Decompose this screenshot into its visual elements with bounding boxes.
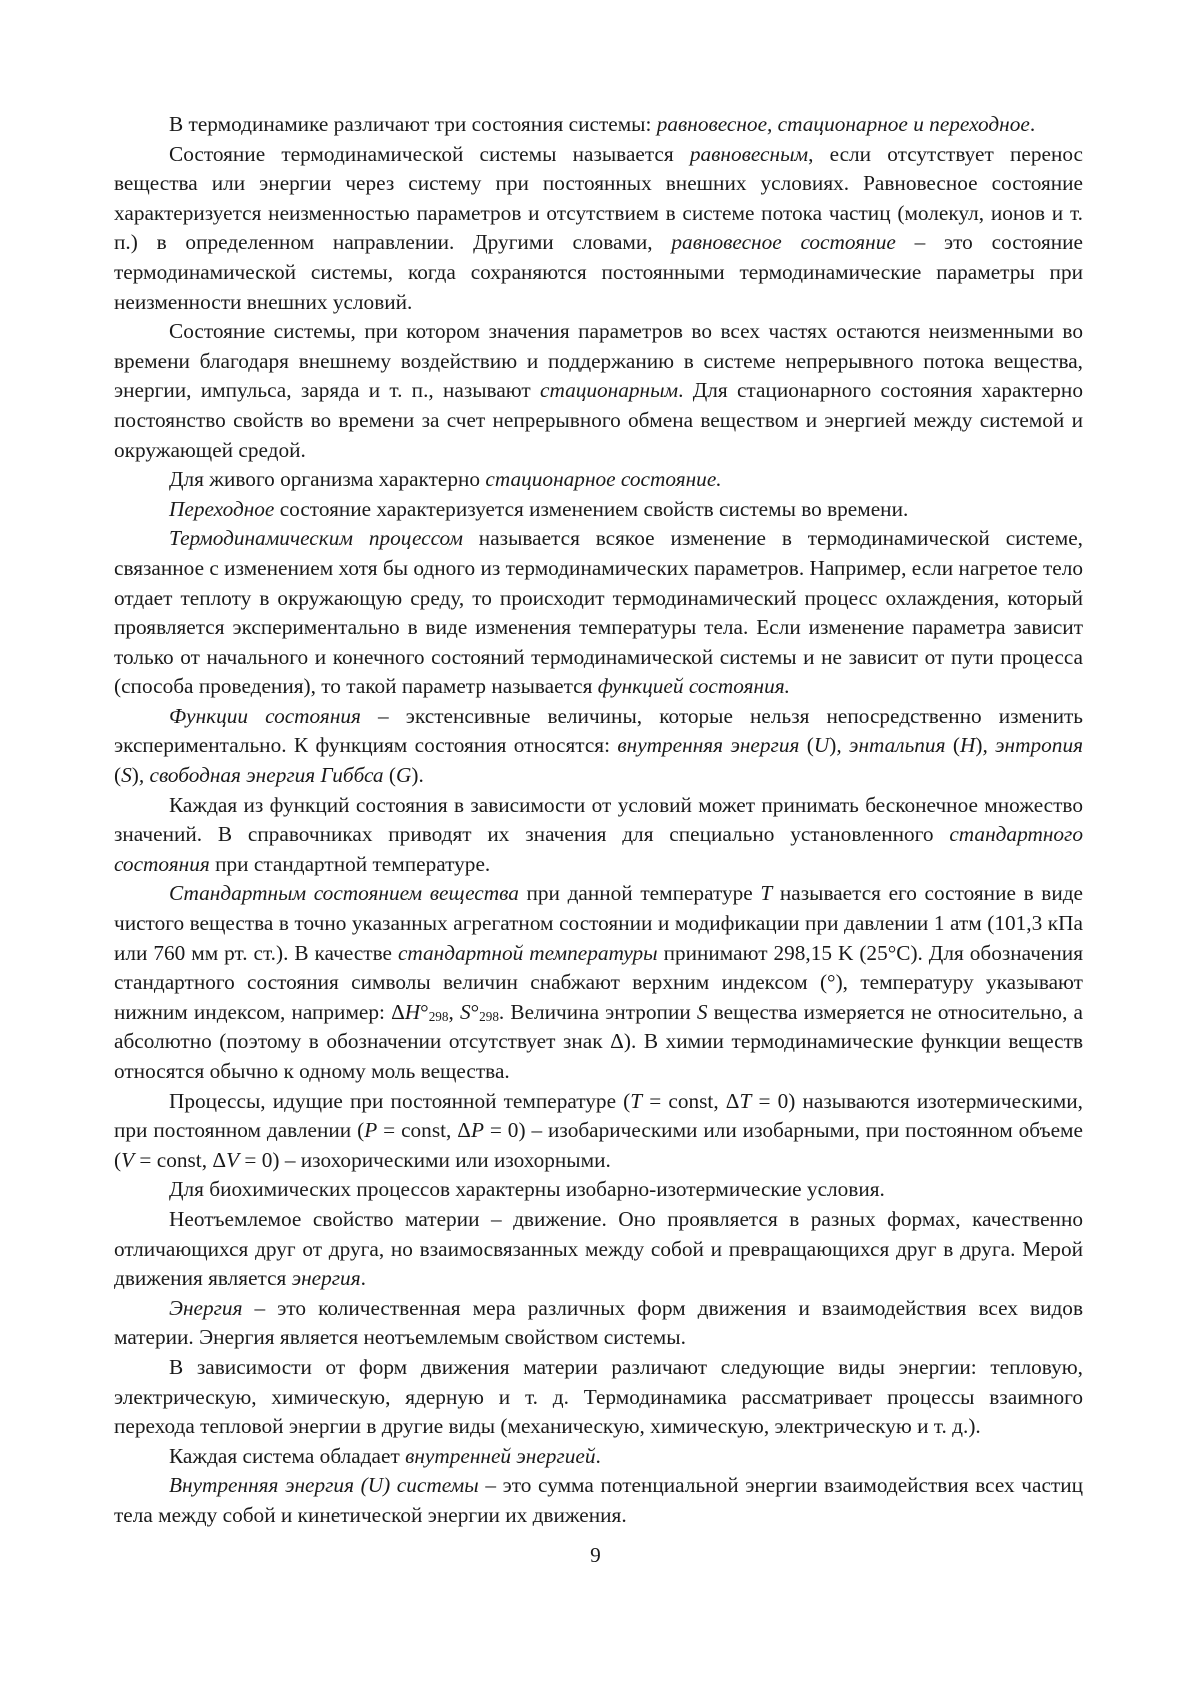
italic-run: стандартного состояния	[114, 822, 1083, 876]
text-run: = const, Δ	[377, 1118, 471, 1143]
text-run: Неотъемлемое свойство материи – движение. Оно проявляется в разных формах, качественно отличающихся друг от друга, но взаимосвязанных между собой и превращающихся друг в друга. Мерой движения является	[114, 1206, 1083, 1291]
paragraph	[114, 791, 1083, 880]
italic-run: энергия	[291, 1266, 361, 1291]
paragraph	[114, 524, 1083, 702]
text-run: ,	[448, 999, 460, 1024]
paragraph	[114, 1442, 1083, 1472]
italic-run: равновесным	[689, 141, 809, 166]
italic-run: S	[459, 999, 471, 1024]
italic-run: стационарное состояние.	[485, 467, 722, 492]
text-run: при стандартной температуре.	[209, 851, 491, 876]
text-run: Каждая система обладает	[169, 1443, 406, 1468]
paragraph	[114, 879, 1083, 1086]
text-run: состояние характеризуется изменением свойств системы во времени.	[274, 496, 909, 521]
paragraph	[114, 140, 1083, 318]
text-run: , если отсутствует перенос вещества или энергии через систему при постоянных внешних условиях. Равновесное состояние характеризуется неизменностью параметров и отсутствием в системе потока частиц (молекул, ионов и т. п.) в определенном направлении. Другими словами,	[114, 141, 1083, 255]
text-run: °	[420, 999, 429, 1024]
italic-run: Внутренняя энергия (U) системы	[169, 1473, 479, 1498]
paragraph	[114, 1294, 1083, 1353]
text-run: = 0) – изобарическими или изобарными, при постоянном объеме (	[114, 1118, 1083, 1172]
page-number: 9	[590, 1543, 601, 1567]
italic-run: T	[630, 1088, 643, 1113]
text-run: – это состояние термодинамической системы, когда сохраняются постоянными термодинамические параметры при неизменности внешних условий.	[114, 230, 1083, 314]
text-run: = const, Δ	[134, 1147, 227, 1172]
italic-run: T	[739, 1088, 752, 1113]
italic-run: G	[396, 763, 412, 788]
text-run: .	[360, 1266, 366, 1291]
text-run: = 0) – изохорическими или изохорными.	[239, 1147, 611, 1172]
italic-run: V	[121, 1147, 135, 1172]
italic-run: внутренней энергией	[405, 1443, 596, 1468]
text-run: – это количественная мера различных форм движения и взаимодействия всех видов материи. Энергия является неотъемлемым свойством системы.	[114, 1295, 1083, 1350]
text-run: . Величина энтропии	[498, 999, 697, 1024]
paragraph	[114, 110, 1083, 140]
text-run: )	[829, 733, 837, 758]
text-run: . Для стационарного состояния характерно постоянство свойств во времени за счет непрерывного обмена веществом и энергией между системой и окружающей средой.	[114, 378, 1083, 462]
italic-run: , энтропия	[982, 733, 1083, 758]
paragraph	[114, 317, 1083, 465]
italic-run: Энергия	[169, 1295, 243, 1320]
italic-run: U	[813, 733, 830, 758]
italic-run: P	[470, 1118, 484, 1143]
text-run: – экстенсивные величины, которые нельзя непосредственно изменить экспериментально. К функциям состояния относятся:	[114, 703, 1083, 758]
subscript-run: 298	[479, 1008, 499, 1024]
italic-run: H	[404, 999, 421, 1024]
italic-run: равновесное состояние	[671, 230, 896, 255]
italic-run: функцией состояния.	[597, 674, 790, 699]
paragraph	[114, 1353, 1083, 1442]
italic-run: P	[364, 1118, 378, 1143]
text-run: вещества измеряется не относительно, а абсолютно (поэтому в обозначении отсутствует знак Δ). В химии термодинамические функции веществ относятся обычно к одному моль вещества.	[114, 999, 1083, 1083]
italic-run: стационарным	[540, 378, 679, 403]
italic-run: S	[121, 763, 132, 788]
text-run: принимают 298,15 K (25°С). Для обозначения стандартного состояния символы величин снабжают верхним индексом (°), температуру указывают нижним индексом, например: Δ	[114, 940, 1084, 1024]
paragraph	[114, 1175, 1083, 1205]
text-run: (	[799, 733, 814, 758]
italic-run: Переходное	[169, 496, 275, 521]
paragraph	[114, 495, 1083, 525]
text-run: Состояние термодинамической системы называется	[169, 141, 690, 166]
text-run: (	[383, 763, 396, 788]
italic-run: внутренняя энергия	[617, 733, 800, 758]
text-run: В термодинамике различают три состояния системы:	[169, 112, 657, 136]
text-run: при данной температуре	[518, 881, 761, 906]
text-run: В зависимости от форм движения материи различают следующие виды энергии: тепловую, электрическую, химическую, ядерную и т. д. Термодинамика рассматривает процессы взаимного перехода тепловой энергии в другие виды (механическую, химическую, электрическую и т. д.).	[114, 1354, 1083, 1439]
text-run: °	[470, 999, 480, 1024]
paragraph	[114, 1471, 1083, 1530]
italic-run: V	[226, 1147, 240, 1172]
text-run: называется всякое изменение в термодинамической системе, связанное с изменением хотя бы одного из термодинамических параметров. Например, если нагретое тело отдает теплоту в окружающую среду, то происходит термодинамический процесс охлаждения, который проявляется экспериментально в виде изменения температуры тела. Если изменение параметра зависит только от начального и конечного состояний термодинамической системы и не зависит от пути процесса (способа проведения), то такой параметр называется	[114, 526, 1084, 699]
text-run: Для биохимических процессов характерны изобарно-изотермические условия.	[169, 1177, 885, 1202]
text-run: Процессы, идущие при постоянной температуре (	[169, 1088, 631, 1113]
text-run: = const, Δ	[642, 1088, 740, 1113]
page-body	[114, 110, 1083, 1531]
italic-run: Функции состояния	[169, 703, 361, 728]
paragraph	[114, 465, 1083, 495]
paragraph	[114, 1087, 1083, 1176]
text-run: = 0) называются изотермическими, при постоянном давлении (	[114, 1088, 1083, 1143]
italic-run: Термодинамическим процессом	[169, 526, 463, 551]
text-run: .	[595, 1443, 601, 1468]
text-run: (	[945, 733, 960, 758]
text-run: Каждая из функций состояния в зависимости от условий может принимать бесконечное множество значений. В справочниках приводят их значения для специально установленного	[114, 792, 1083, 847]
paragraph	[114, 1205, 1083, 1294]
italic-run: T	[760, 881, 773, 906]
italic-run: S	[696, 999, 708, 1024]
subscript-run: 298	[428, 1008, 449, 1024]
text-run: ).	[411, 763, 424, 788]
text-run: Для живого организма характерно	[169, 467, 486, 492]
italic-run: H	[959, 733, 976, 758]
italic-run: стандартной температуры	[397, 940, 658, 965]
italic-run: , свободная энергия Гиббса	[138, 763, 384, 788]
text-run: )	[131, 763, 139, 788]
text-run: называется его состояние в виде чистого вещества в точно указанных агрегатном состоянии и модификации при давлении 1 атм (101,3 кПа или 760 мм рт. ст.). В качестве	[114, 881, 1084, 965]
italic-run: Стандартным состоянием вещества	[169, 881, 519, 906]
italic-run: равновесное, стационарное и переходное	[656, 112, 1030, 136]
text-run: (	[114, 763, 122, 788]
text-run: )	[975, 733, 983, 758]
text-run: – это сумма потенциальной энергии взаимодействия всех частиц тела между собой и кинетической энергии их движения.	[114, 1473, 1083, 1527]
italic-run: , энтальпия	[836, 733, 946, 758]
paragraph	[114, 702, 1083, 791]
text-run: Состояние системы, при котором значения параметров во всех частях остаются неизменными во времени благодаря внешнему воздействию и поддержанию в системе непрерывного потока вещества, энергии, импульса, заряда и т. п., называют	[114, 319, 1083, 403]
text-run: .	[1029, 112, 1036, 136]
